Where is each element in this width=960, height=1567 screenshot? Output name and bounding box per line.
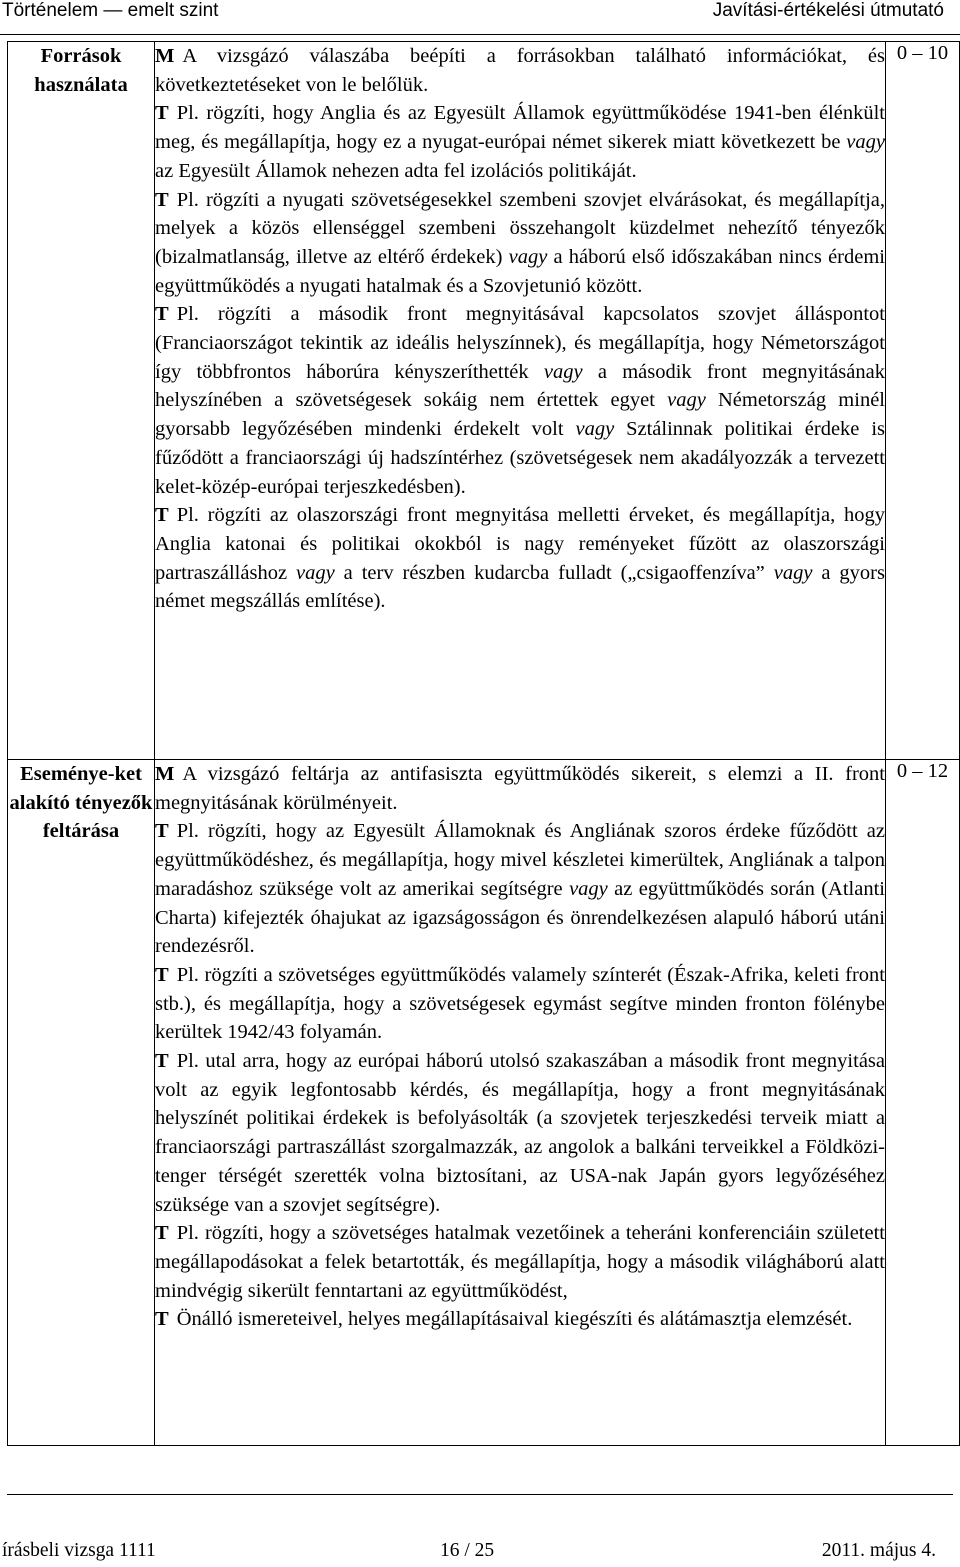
header-subject: Történelem — emelt szint — [2, 0, 219, 21]
score-cell — [886, 760, 960, 1446]
footer-date: 2011. május 4. — [821, 1540, 936, 1561]
criterion-item: M A vizsgázó válaszába beépíti a forrásokban található információkat, és következtetéseket von le belőlük. — [155, 45, 885, 96]
footer-divider — [7, 1494, 953, 1495]
category-cell — [8, 42, 155, 760]
table-row — [8, 42, 960, 760]
score-range: 0 – 12 — [896, 760, 949, 782]
criterion-item: T Pl. rögzíti, hogy Anglia és az Egyesült Államok együttműködése 1941-ben élénkült meg, és megállapítja, hogy ez a nyugat-európai német sikerek miatt következett be vagy az Egyesült Államok nehezen adta fel izolációs politikáját. — [155, 102, 885, 182]
category-cell — [8, 760, 155, 1446]
criterion-item: T Pl. rögzíti, hogy az Egyesült Államoknak és Angliának szoros érdeke fűződött az együttműködéshez, és megállapítja, hogy mivel készletei kimerültek, Angliának a talpon maradáshoz szüksége volt az amerikai segítségre vagy az együttműködés során (Atlanti Charta) kifejezték óhajukat az igazságosságon és önrendelkezésen alapuló háború utáni rendezésről. — [155, 820, 885, 958]
criterion-item: M A vizsgázó feltárja az antifasiszta együttműködés sikereit, s elemzi a II. front megnyitásának körülményeit. — [155, 763, 885, 814]
scoring-table — [7, 41, 960, 1446]
criterion-item: T Pl. rögzíti az olaszországi front megnyitása melletti érveket, és megállapítja, hogy Anglia katonai és politikai okokból is nagy reményeket fűzött az olaszországi partraszálláshoz vagy a terv részben kudarcba fulladt („csigaoffenzíva” vagy a gyors német megszállás említése). — [155, 504, 885, 613]
criterion-item: T Pl. rögzíti a szövetséges együttműködés valamely színterét (Észak-Afrika, keleti front stb.), és megállapítja, hogy a szövetségesek egymást segítve minden fronton fölénybe kerültek 1942/43 folyamán. — [155, 963, 885, 1044]
category-label: Források használata — [34, 45, 128, 96]
criteria-cell — [155, 760, 886, 1446]
criterion-item: T Pl. rögzíti a második front megnyitásával kapcsolatos szovjet álláspontot (Franciaországot tekintik az ideális helyszínnek), és megállapítja, hogy Németországot így többfrontos háborúra kényszeríthették vagy a második front megnyitásának helyszínében a szövetségesek sokáig nem értettek egyet vagy Németország minél gyorsabb legyőzésében mindenki érdekelt volt vagy Sztálinnak politikai érdeke is fűződött a franciaországi új hadszíntérhez (szövetségesek nem akadályozzák a tervezett kelet-közép-európai terjeszkedésben). — [155, 303, 885, 498]
criterion-item: T Pl. rögzíti a nyugati szövetségesekkel szembeni szovjet elvárásokat, és megállapítja, melyek a közös ellenséggel szembeni összehangolt küzdelmet nehezítő tényezők (bizalmatlanság, illetve az eltérő érdekek) vagy a háború első időszakában nincs érdemi együttműködés a nyugati hatalmak és a Szovjetunió között. — [155, 188, 885, 297]
category-label: Eseménye-ket alakító tényezők feltárása — [9, 763, 153, 843]
table-row — [8, 760, 960, 1446]
footer-exam-code: írásbeli vizsga 1111 — [2, 1540, 156, 1561]
criterion-item: T Önálló ismereteivel, helyes megállapításaival kiegészíti és alátámasztja elemzését. — [155, 1308, 853, 1331]
score-cell — [886, 42, 960, 760]
criterion-item: T Pl. rögzíti, hogy a szövetséges hatalmak vezetőinek a teheráni konferenciáin született megállapodásokat a felek betartották, és megállapítja, hogy a második világháború alatt mindvégig sikerült fenntartani az együttműködést, — [155, 1222, 885, 1302]
header-guide-title: Javítási-értékelési útmutató — [712, 0, 944, 21]
criteria-cell — [155, 42, 886, 760]
criterion-item: T Pl. utal arra, hogy az európai háború utolsó szakaszában a második front megnyitása volt az egyik legfontosabb kérdés, és megállapítja, hogy a front megnyitásának helyszínét politikai érdekek is befolyásolták (a szovjetek terjeszkedési terveik miatt a franciaországi partraszállást szorgalmazzák, az angolok a balkáni terveikkel a Földközi-tenger térségét szerették volna biztosítani, az USA-nak Japán gyors legyőzéséhez szüksége van a szovjet segítségre). — [155, 1050, 885, 1216]
page-header — [0, 0, 960, 35]
score-range: 0 – 10 — [896, 42, 949, 64]
footer-page-number: 16 / 25 — [440, 1540, 495, 1561]
